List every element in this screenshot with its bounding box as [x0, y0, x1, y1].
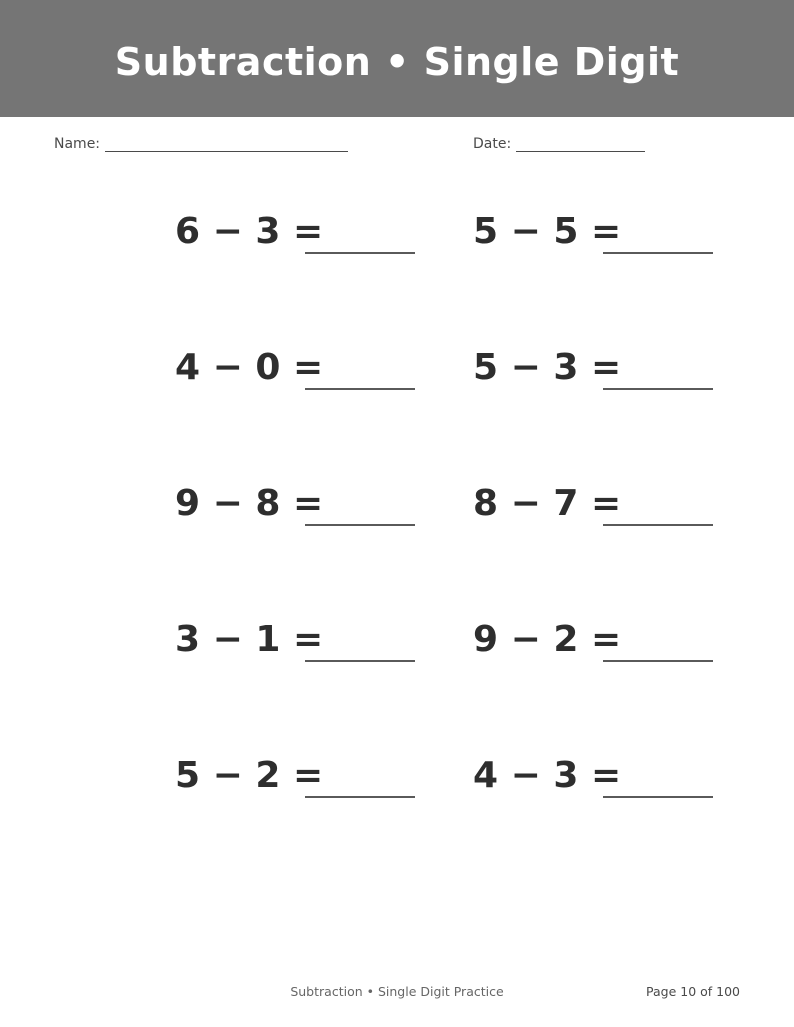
minuend: 3: [175, 619, 201, 660]
date-field: [473, 135, 645, 152]
minus-sign: −: [510, 755, 541, 796]
equals-sign: =: [590, 755, 622, 796]
minuend: 9: [175, 483, 201, 524]
minus-sign: −: [212, 347, 243, 388]
equals-sign: =: [292, 755, 324, 796]
problem-5: [175, 470, 415, 530]
subtrahend: 2: [553, 619, 579, 660]
answer-blank[interactable]: [603, 252, 713, 254]
page-header: [0, 0, 794, 117]
answer-blank[interactable]: [305, 796, 415, 798]
subtrahend: 1: [255, 619, 281, 660]
name-label: Name:: [54, 136, 101, 152]
subtrahend: 3: [553, 755, 579, 796]
minuend: 6: [175, 211, 201, 252]
minuend: 4: [473, 755, 499, 796]
problem-7: [175, 606, 415, 666]
problem-expression: [175, 484, 323, 524]
subtrahend: 8: [255, 483, 281, 524]
minus-sign: −: [212, 619, 243, 660]
problem-expression: [473, 620, 621, 660]
problem-expression: [473, 756, 621, 796]
equals-sign: =: [292, 619, 324, 660]
footer-title: Subtraction • Single Digit Practice: [290, 984, 504, 999]
answer-blank[interactable]: [603, 796, 713, 798]
answer-blank[interactable]: [305, 524, 415, 526]
problem-10: [473, 742, 713, 802]
answer-blank[interactable]: [603, 524, 713, 526]
worksheet-title: Subtraction • Single Digit: [114, 40, 680, 84]
equals-sign: =: [590, 483, 622, 524]
minus-sign: −: [510, 619, 541, 660]
equals-sign: =: [590, 347, 622, 388]
answer-blank[interactable]: [305, 252, 415, 254]
problem-9: [175, 742, 415, 802]
minus-sign: −: [510, 211, 541, 252]
problem-6: [473, 470, 713, 530]
problem-expression: [473, 484, 621, 524]
problem-expression: [175, 620, 323, 660]
problem-3: [175, 334, 415, 394]
equals-sign: =: [590, 619, 622, 660]
subtrahend: 3: [255, 211, 281, 252]
page-number: Page 10 of 100: [646, 984, 740, 999]
minus-sign: −: [212, 211, 243, 252]
equals-sign: =: [590, 211, 622, 252]
equals-sign: =: [292, 483, 324, 524]
problem-1: [175, 198, 415, 258]
problem-expression: [175, 212, 323, 252]
subtrahend: 0: [255, 347, 281, 388]
minuend: 9: [473, 619, 499, 660]
minuend: 8: [473, 483, 499, 524]
minus-sign: −: [510, 483, 541, 524]
answer-blank[interactable]: [603, 660, 713, 662]
minus-sign: −: [212, 483, 243, 524]
problem-expression: [473, 348, 621, 388]
equals-sign: =: [292, 347, 324, 388]
date-label: Date:: [473, 136, 512, 152]
problem-expression: [473, 212, 621, 252]
equals-sign: =: [292, 211, 324, 252]
problem-4: [473, 334, 713, 394]
subtrahend: 3: [553, 347, 579, 388]
name-line: [105, 135, 348, 152]
subtrahend: 7: [553, 483, 579, 524]
date-line: [516, 135, 645, 152]
answer-blank[interactable]: [603, 388, 713, 390]
minus-sign: −: [212, 755, 243, 796]
minuend: 5: [473, 211, 499, 252]
minuend: 5: [473, 347, 499, 388]
subtrahend: 2: [255, 755, 281, 796]
answer-blank[interactable]: [305, 388, 415, 390]
minus-sign: −: [510, 347, 541, 388]
problem-8: [473, 606, 713, 666]
name-field: [54, 135, 348, 152]
problem-expression: [175, 348, 323, 388]
minuend: 5: [175, 755, 201, 796]
answer-blank[interactable]: [305, 660, 415, 662]
problem-expression: [175, 756, 323, 796]
problem-2: [473, 198, 713, 258]
minuend: 4: [175, 347, 201, 388]
subtrahend: 5: [553, 211, 579, 252]
